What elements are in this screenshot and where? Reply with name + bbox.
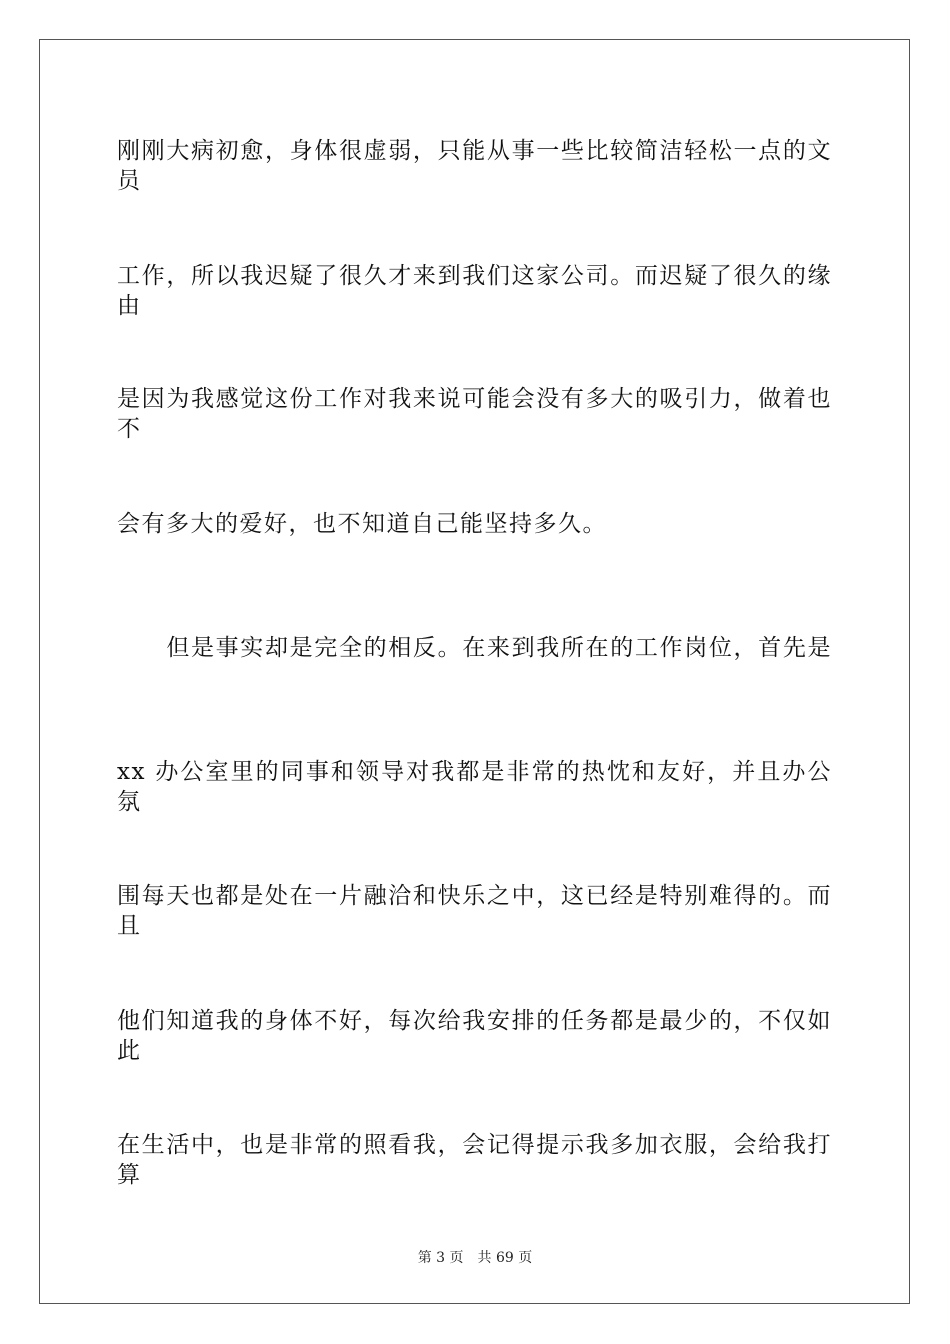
body-line-6: xx 办公室里的同事和领导对我都是非常的热忱和友好，并且办公氛 [117,759,832,815]
body-line-8: 他们知道我的身体不好，每次给我安排的任务都是最少的，不仅如此 [117,1008,832,1064]
page-footer [0,1249,950,1267]
body-line-2: 工作，所以我迟疑了很久才来到我们这家公司。而迟疑了很久的缘由 [117,263,832,319]
body-line-3: 是因为我感觉这份工作对我来说可能会没有多大的吸引力，做着也不 [117,386,832,442]
body-line-7: 围每天也都是处在一片融洽和快乐之中，这已经是特别难得的。而且 [117,883,832,939]
body-line-1: 刚刚大病初愈，身体很虚弱，只能从事一些比较简洁轻松一点的文员 [117,138,832,194]
page-number: 第 3 页 [417,1250,464,1266]
body-line-5: 但是事实却是完全的相反。在来到我所在的工作岗位，首先是 [117,635,832,661]
body-line-9: 在生活中，也是非常的照看我，会记得提示我多加衣服，会给我打算 [117,1132,832,1188]
page-total: 共 69 页 [477,1250,533,1266]
body-line-4: 会有多大的爱好，也不知道自己能坚持多久。 [117,511,607,537]
page-border [39,39,910,1304]
